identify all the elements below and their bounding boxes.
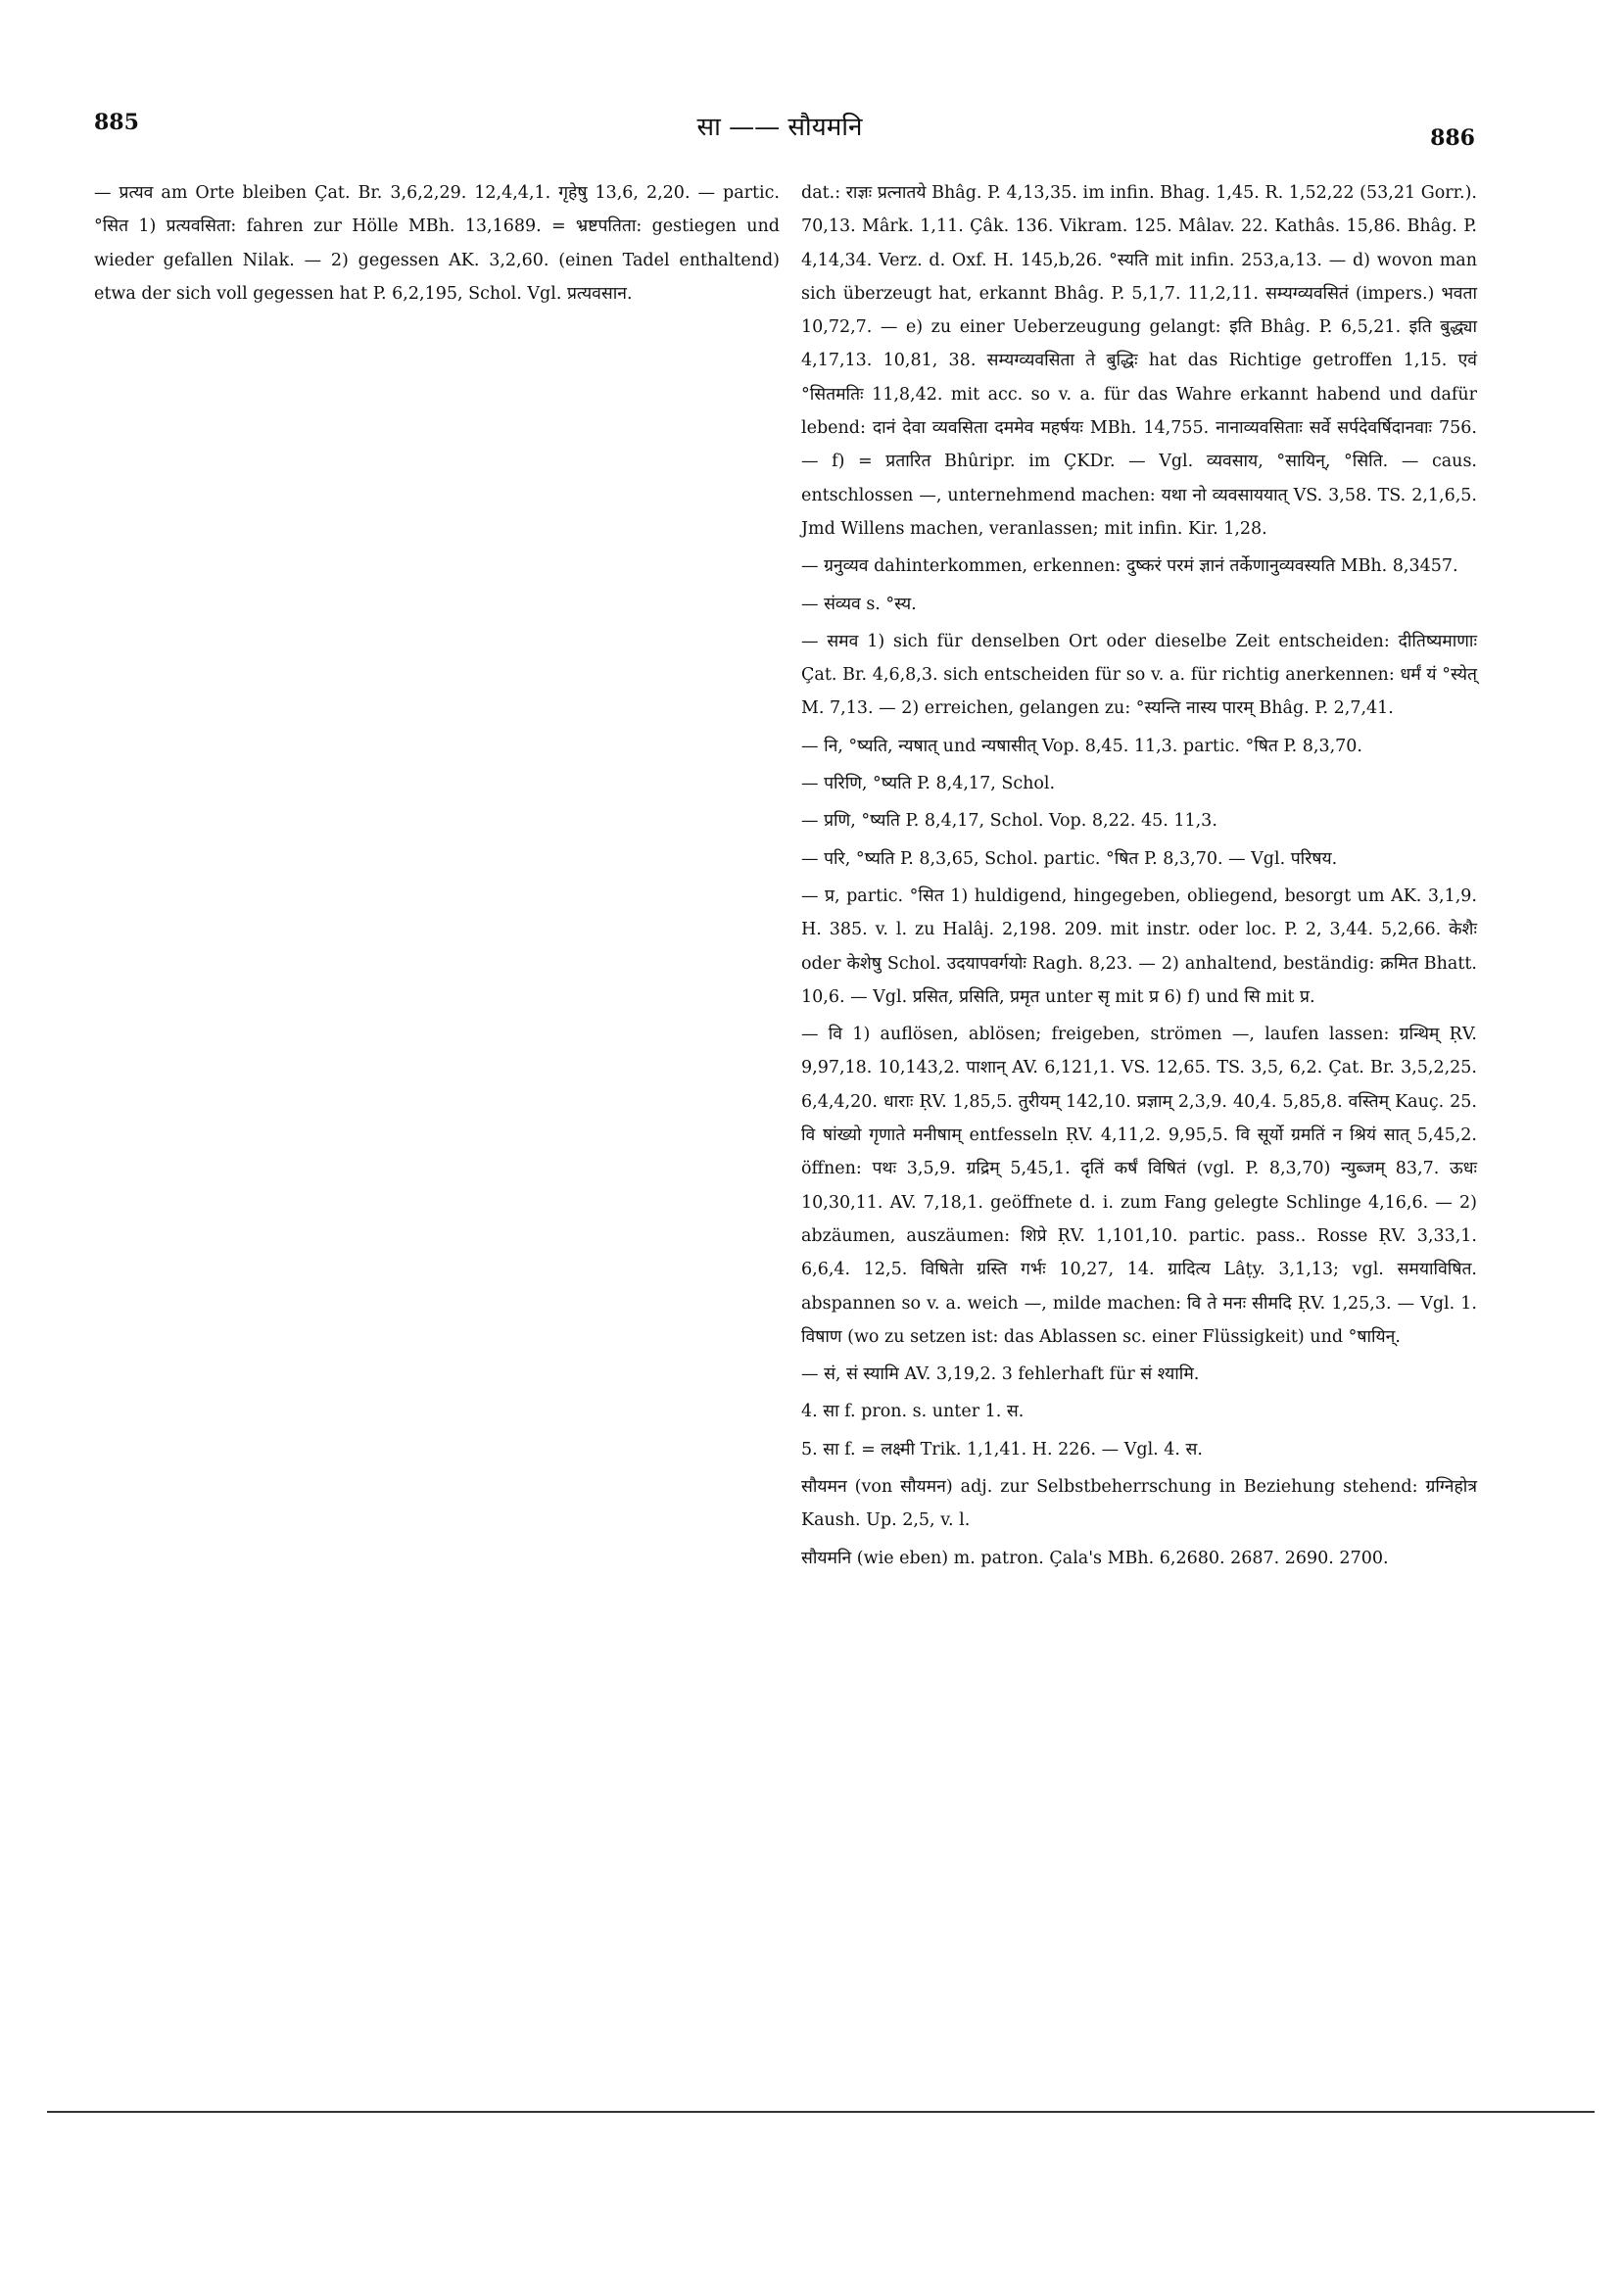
entry-paragraph: — वि 1) auflösen, ablösen; freigeben, strömen —, laufen lassen: ग्रन्थिम् ṚV. 9,97,18. 10,143,2. पाशान् AV. 6,121,1. VS. 12,65. TS. 3,5, 6,2. Çat. Br. 3,5,2,25. 6,4,4,20. धाराः ṚV. 1,85,5. तुरीयम् 142,10. प्रज्ञाम् 2,3,9. 40,4. 5,85,8. वस्तिम् Kauç. 25. वि षांख्यो गृणाते मनीषाम् entfesseln ṚV. 4,11,2. 9,95,5. वि सूर्यो ग्रमतिं न श्रियं सात् 5,45,2. öffnen: पथः 3,5,9. ग्रद्रिम् 5,45,1. दृतिं कर्षं विषितं (vgl. P. 8,3,70) न्युब्जम् 83,7. ऊधः 10,30,11. AV. 7,18,1. geöffnete d. i. zum Fang gelegte Schlinge 4,16,6. — 2) abzäumen, auszäumen: शिप्रे ṚV. 1,101,10. partic. pass.. Rosse ṚV. 3,33,1. 6,6,4. 12,5. विषितेा ग्रस्ति गर्भः 10,27, 14. ग्रादित्य Lâṭy. 3,1,13; vgl. समयाविषित. abspannen so v. a. weich —, milde machen: वि ते मनः सीमदि ṚV. 1,25,3. — Vgl. 1. विषाण (wo zu setzen ist: das Ablassen sc. einer Flüssigkeit) und °षायिन्.	[801, 1025, 1477, 1347]
entry-paragraph: — प्रत्यव am Orte bleiben Çat. Br. 3,6,2,29. 12,4,4,1. गृहेषु 13,6, 2,20. — partic. °सित 1) प्रत्यवसिता: fahren zur Hölle MBh. 13,1689. = भ्रष्टपतिता: gestiegen und wieder gefallen Nilak. — 2) gegessen AK. 3,2,60. (einen Tadel enthaltend) etwa der sich voll gegessen hat P. 6,2,195, Schol. Vgl. प्रत्यवसान.	[94, 183, 780, 304]
bottom-rule	[47, 2111, 1595, 2113]
entry-paragraph: — प्र, partic. °सित 1) huldigend, hingegeben, obliegend, besorgt um AK. 3,1,9. H. 385. v. l. zu Halâj. 2,198. 209. mit instr. oder loc. P. 2, 3,44. 5,2,66. केशैः oder केशेषु Schol. उदयापवर्गयोः Ragh. 8,23. — 2) anhaltend, beständig: क्रमित Bhatt. 10,6. — Vgl. प्रसित, प्रसिति, प्रमृत unter सृ mit प्र 6) f) und सि mit प्र.	[801, 885, 1477, 1007]
entry-paragraph: — संव्यव s. °स्य.	[801, 594, 917, 614]
entry-paragraph: सौयमनि (wie eben) m. patron. Çala's MBh. 6,2680. 2687. 2690. 2700.	[801, 1548, 1389, 1568]
entry-paragraph: — प्रणि, °ष्यति P. 8,4,17, Schol. Vop. 8,22. 45. 11,3.	[801, 811, 1217, 832]
entry-paragraph: — ग्रनुव्यव dahinterkommen, erkennen: दुष्करं परमं ज्ञानं तर्केणानुव्यवस्यति MBh. 8,3457.	[801, 556, 1458, 577]
entry-paragraph: — परिणि, °ष्यति P. 8,4,17, Schol.	[801, 774, 1056, 794]
page-number-right: 886	[1430, 125, 1475, 151]
left-column	[94, 176, 780, 311]
right-column	[801, 176, 1477, 1575]
page-number-left: 885	[94, 110, 139, 135]
entry-paragraph: सौयमन (von सौयमन) adj. zur Selbstbeherrschung in Beziehung stehend: ग्रग्निहोत्र Kaush. Up. 2,5, v. l.	[801, 1476, 1477, 1531]
entry-paragraph: — परि, °ष्यति P. 8,3,65, Schol. partic. °षित P. 8,3,70. — Vgl. परिषय.	[801, 848, 1338, 869]
running-head: सा —— सौयमनि	[696, 113, 863, 142]
entry-paragraph: — समव 1) sich für denselben Ort oder dieselbe Zeit entscheiden: दीतिष्यमाणाः Çat. Br. 4,6,8,3. sich entscheiden für so v. a. für richtig anerkennen: धर्मं यं °स्येत् M. 7,13. — 2) erreichen, gelangen zu: °स्यन्ति नास्य पारम् Bhâg. P. 2,7,41.	[801, 631, 1477, 719]
entry-paragraph: — नि, °ष्यति, न्यषात् und न्यषासीत् Vop. 8,45. 11,3. partic. °षित P. 8,3,70.	[801, 736, 1362, 756]
entry-paragraph: 5. सा f. = लक्ष्मी Trik. 1,1,41. H. 226. — Vgl. 4. स.	[801, 1439, 1203, 1459]
entry-paragraph: 4. सा f. pron. s. unter 1. स.	[801, 1402, 1025, 1422]
page-header	[94, 110, 1475, 151]
entry-paragraph: dat.: राज्ञः प्रत्नातये Bhâg. P. 4,13,35. im infin. Bhag. 1,45. R. 1,52,22 (53,21 Gorr.). 70,13. Mârk. 1,11. Çâk. 136. Vikram. 125. Mâlav. 22. Kathâs. 15,86. Bhâg. P. 4,14,34. Verz. d. Oxf. H. 145,b,26. °स्यति mit infin. 253,a,13. — d) wovon man sich überzeugt hat, erkannt Bhâg. P. 5,1,7. 11,2,11. सम्यग्व्यवसितं (impers.) भवता 10,72,7. — e) zu einer Ueberzeugung gelangt: इति Bhâg. P. 6,5,21. इति बुद्ध्या 4,17,13. 10,81, 38. सम्यग्व्यवसिता ते बुद्धिः hat das Richtige getroffen 1,15. एवं °सितमतिः 11,8,42. mit acc. so v. a. für das Wahre erkannt habend und dafür lebend: दानं देवा व्यवसिता दममेव महर्षयः MBh. 14,755. नानाव्यवसिताः सर्वे सर्पदेवर्षिदानवाः 756. — f) = प्रतारित Bhûripr. im ÇKDr. — Vgl. व्यवसाय, °सायिन्, °सिति. — caus. entschlossen —, unternehmend machen: यथा नो व्यवसाययात् VS. 3,58. TS. 2,1,6,5. Jmd Willens machen, veranlassen; mit infin. Kir. 1,28.	[801, 183, 1477, 539]
entry-paragraph: — सं, सं स्यामि AV. 3,19,2. 3 fehlerhaft für सं श्यामि.	[801, 1364, 1200, 1385]
